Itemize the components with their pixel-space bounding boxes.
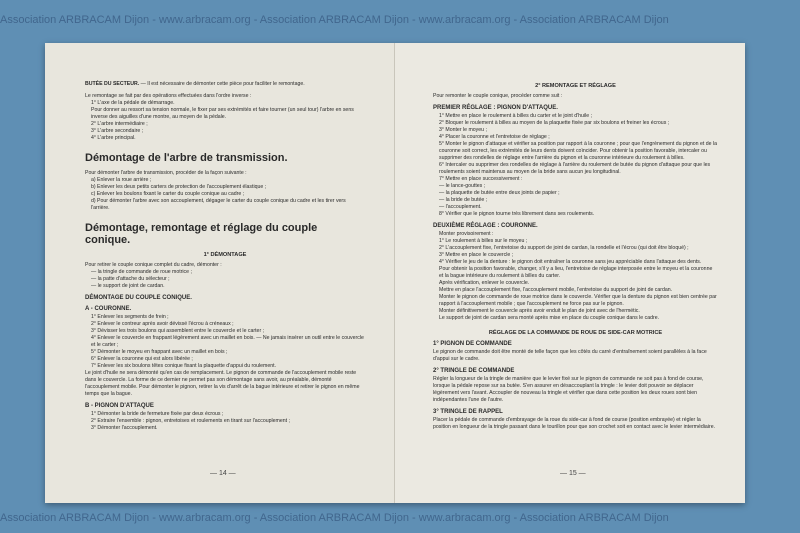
reglage2-item: Monter provisoirement : — [439, 231, 494, 237]
open-booklet — [45, 43, 745, 503]
remontage-item: Pour donner au ressort sa tension normale, le fixer par ses extrémités et faire tourner (un seul tour) l'arbre en sens inverse des aiguilles d'une montre, au moyen de la pédale. — [91, 107, 354, 120]
butee-text: — Il est nécessaire de démonter cette pièce pour faciliter le remontage. — [140, 81, 305, 87]
sub-couronne: A - COURONNE. — [85, 306, 132, 312]
transmission-item: d) Pour démonter l'arbre avec son accouplement, dégager le carter du couple conique du cadre et les tirer vers l'arrière. — [91, 198, 346, 211]
reglage1-item: 5° Monter le pignon d'attaque et vérifier sa position par rapport à la couronne ; pour que l'engrènement du pignon et de la couronne soit correct, les extrémités de leurs dents doivent coïncider. Pour obtenir la position favorable, intercaler ou supprimer des rondelles de réglage entre l'arrière du pignon et la couronne intérieure du roulement à billes. — [439, 141, 718, 161]
butee-title: BUTÉE DU SECTEUR. — [85, 81, 140, 87]
reglage1-item: 7° Mettre en place successivement : — [439, 176, 523, 182]
couronne-note: Le joint d'huile ne sera démonté qu'en cas de remplacement. Le pignon de commande de l'accouplement mobile reste dans le couvercle. La forme de ce dernier ne permet pas son démontage sans avoir, au préalable, démonté l'accouplement mobile. Pour démonter le pignon, retirer la vis d'arrêt de la bague intérieure et retirer le pignon en même temps que la bague. — [85, 370, 360, 397]
couronne-item: 3° Dévisser les trois boulons qui assemblent entre le couvercle et le carter ; — [91, 328, 265, 334]
heading-commande: RÉGLAGE DE LA COMMANDE DE ROUE DE SIDE-CAR MOTRICE — [488, 330, 663, 336]
reglage2-item: Pour obtenir la position favorable, changer, s'il y a lieu, l'entretoise de réglage interposée entre le moyeu et la couronne et la bague intérieure du roulement à billes du carter. — [439, 266, 713, 279]
reglage1-item: 6° Intercaler ou supprimer des rondelles de réglage à l'arrière du roulement de butée du pignon d'attaque pour que les roulements soient maintenus au moyen de la bride sans aucun jeu longitudinal. — [439, 162, 711, 175]
remontage-item: 4° L'arbre principal. — [91, 135, 136, 141]
couple-item: — la tringle de commande de roue motrice ; — [91, 269, 192, 275]
reglage2-item: Monter définitivement le couvercle après avoir enduit le plan de joint avec de l'hermétic. — [439, 308, 640, 314]
reglage1-item: 1° Mettre en place le roulement à billes du carter et le joint d'huile ; — [439, 113, 593, 119]
sec1-title: 1° PIGNON DE COMMANDE — [433, 341, 512, 347]
reglage1-item: — la bride de butée ; — [439, 197, 488, 203]
remontage-item: 3° L'arbre secondaire ; — [91, 128, 144, 134]
pignon-item: 1° Démonter la bride de fermeture fixée par deux écrous ; — [91, 411, 224, 417]
sub-demontage: 1° DÉMONTAGE — [203, 252, 247, 258]
reglage1-item: 4° Placer la couronne et l'entretoise de réglage ; — [439, 134, 550, 140]
heading-remontage: 2° REMONTAGE ET RÉGLAGE — [535, 83, 616, 89]
right-page — [395, 43, 745, 503]
left-page — [45, 43, 395, 503]
reglage2-item: 1° Le roulement à billes sur le moyeu ; — [439, 238, 528, 244]
reglage1-item: 8° Vérifier que le pignon tourne très librement dans ses roulements. — [439, 211, 595, 217]
watermark-line: Association ARBRACAM Dijon - www.arbracam.org - Association ARBRACAM Dijon - www.arbracam.org - Association ARBRACAM Dijon — [0, 14, 669, 26]
reglage2-item: Monter le pignon de commande de roue motrice dans le couvercle. Vérifier que la denture du pignon est bien centrée par rapport à l'accouplement mobile ; que l'accouplement ne force pas sur le pignon. — [439, 294, 717, 307]
transmission-item: b) Enlever les deux petits carters de protection de l'accouplement élastique ; — [91, 184, 267, 190]
couronne-item: 4° Enlever le couvercle en frappant légèrement avec un maillet en bois. — Ne jamais insérer un outil entre le couvercle et le carter ; — [91, 335, 364, 348]
remontage-item: 2° L'arbre intermédiaire ; — [91, 121, 148, 127]
pignon-item: 3° Démonter l'accouplement. — [91, 425, 158, 431]
sec3-text: Placer la pédale de commande d'embrayage de la roue du side-car à fond de course (position embrayée) et régler la position en longueur de la tringle passant dans le tourillon pour que son crochet soit en contact avec le levier intermédiaire. — [433, 417, 716, 430]
remontage-item: 1° L'axe de la pédale de démarrage. — [91, 100, 175, 106]
couronne-item: 7° Enlever les six boulons têtes conique fixant la plaquette d'appui du roulement. — [91, 363, 277, 369]
sub-demontage-couple: DÉMONTAGE DU COUPLE CONIQUE. — [85, 295, 192, 301]
couronne-item: 2° Enlever le contreur après avoir dévissé l'écrou à créneaux ; — [91, 321, 234, 327]
reglage2-item: Le support de joint de cardan sera monté après mise en place du couple conique dans le cadre. — [439, 315, 660, 321]
reglage1-item: 3° Monter le moyeu ; — [439, 127, 487, 133]
reglage2-item: Après vérification, enlever le couvercle. — [439, 280, 530, 286]
couple-item: — la patte d'attache du sélecteur ; — [91, 276, 170, 282]
reglage2-title: DEUXIÈME RÉGLAGE : COURONNE. — [433, 223, 538, 229]
couple-intro: Pour retirer le couple conique complet du cadre, démonter : — [85, 262, 222, 268]
sub-pignon: B - PIGNON D'ATTAQUE — [85, 403, 154, 409]
reglage2-item: Mettre en place l'accouplement fixe, l'accouplement mobile, l'entretoise du support de joint de cardan. — [439, 287, 673, 293]
couple-item: — le support de joint de cardan. — [91, 283, 165, 289]
reglage1-item: — l'accouplement. — [439, 204, 482, 210]
reglage2-item: 2° L'accouplement fixe, l'entretoise du support de joint de cardan, la rondelle et l'écrou (qui doit être bloqué) ; — [439, 245, 689, 251]
sec1-text: Le pignon de commande doit être monté de telle façon que les côtés du carré d'entraînement soient parallèles à la face d'appui sur le cadre. — [433, 349, 707, 362]
transmission-intro: Pour démonter l'arbre de transmission, procéder de la façon suivante : — [85, 170, 247, 176]
couronne-item: 5° Démonter le moyeu en frappant avec un maillet en bois ; — [91, 349, 228, 355]
pignon-item: 2° Extraire l'ensemble : pignon, entretoises et roulements en tirant sur l'accouplement ; — [91, 418, 290, 424]
reglage1-item: — le lance-gouttes ; — [439, 183, 486, 189]
reglage1-item: — la plaquette de butée entre deux joints de papier ; — [439, 190, 560, 196]
sec2-title: 2° TRINGLE DE COMMANDE — [433, 368, 515, 374]
transmission-item: c) Enlever les boulons fixant le carter du couple conique au cadre ; — [91, 191, 245, 197]
reglage1-item: 2° Bloquer le roulement à billes au moyen de la plaquette fixée par six boulons et freiner les écrous ; — [439, 120, 670, 126]
remontage-intro: Le remontage se fait par des opérations effectuées dans l'ordre inverse : — [85, 93, 252, 99]
sec3-title: 3° TRINGLE DE RAPPEL — [433, 409, 503, 415]
remontage-intro: Pour remonter le couple conique, procéder comme suit : — [433, 93, 563, 99]
heading-transmission: Démontage de l'arbre de transmission. — [85, 152, 288, 164]
sec2-text: Régler la longueur de la tringle de manière que le levier fixé sur le pignon de commande ne soit pas à fond de course, lorsque la pédale repose sur sa butée. S'en assurer en désaccouplant la tringle : le levier doit pouvoir se déplacer légèrement vers l'avant. Accoupler de nouveau la tringle et vérifier que dans cette position les deux roues sont bien indépendantes l'une de l'autre. — [433, 376, 704, 403]
couronne-item: 6° Enlever la couronne qui est alors libérée ; — [91, 356, 193, 362]
heading-couple-conique: Démontage, remontage et réglage du couple conique. — [85, 222, 318, 246]
page-number: — 15 — — [560, 470, 586, 477]
transmission-item: a) Enlever la roue arrière ; — [91, 177, 152, 183]
reglage2-item: 4° Vérifier le jeu de la denture : le pignon doit entraîner la couronne sans jeu appréciable dans l'attaque des dents. — [439, 259, 702, 265]
watermark-line: Association ARBRACAM Dijon - www.arbracam.org - Association ARBRACAM Dijon - www.arbracam.org - Association ARBRACAM Dijon — [0, 512, 669, 524]
reglage2-item: 3° Mettre en place le couvercle ; — [439, 252, 514, 258]
page-number: — 14 — — [210, 470, 236, 477]
couronne-item: 1° Enlever les segments de frein ; — [91, 314, 169, 320]
reglage1-title: PREMIER RÉGLAGE : PIGNON D'ATTAQUE. — [433, 105, 558, 111]
butee-paragraph — [85, 81, 365, 88]
